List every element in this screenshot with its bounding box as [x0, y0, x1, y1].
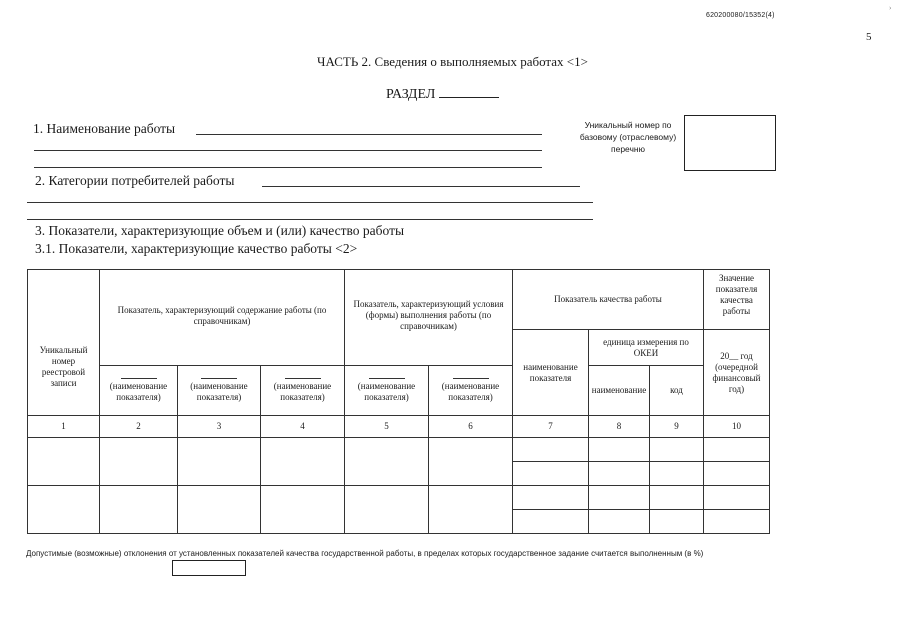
unique-number-box[interactable] — [684, 115, 776, 171]
table-cell[interactable] — [704, 438, 770, 462]
deviation-footnote: Допустимые (возможные) отклонения от установленных показателей качества государственной работы, в пределах которых государственное задание считается выполненным (в %) — [26, 549, 704, 558]
indicators-heading: 3. Показатели, характеризующие объем и (или) качество работы — [35, 223, 405, 238]
value-group-text: Значение показателя качества работы — [715, 273, 758, 316]
table-cell[interactable] — [261, 438, 345, 486]
table-cell[interactable] — [704, 462, 770, 486]
indicator-name-header — [513, 330, 589, 416]
consumers-label: 2. Категории потребителей работы — [35, 173, 235, 188]
col-number: 9 — [650, 416, 704, 438]
quality-group-header — [513, 270, 704, 330]
quality-heading: 3.1. Показатели, характеризующие качество работы <2> — [35, 241, 358, 256]
col-number: 1 — [28, 416, 100, 438]
value-group-header — [704, 270, 770, 330]
table-cell[interactable] — [513, 486, 589, 510]
work-name-label: 1. Наименование работы — [33, 121, 176, 136]
table-cell[interactable] — [345, 438, 429, 486]
quality-group-text: Показатель качества работы — [554, 294, 662, 304]
section-number-blank[interactable] — [439, 84, 499, 98]
unit-code-header — [650, 366, 704, 416]
table-cell[interactable] — [650, 462, 704, 486]
content-group-text: Показатель, характеризующий содержание работы (по справочникам) — [117, 305, 327, 326]
table-cell[interactable] — [589, 462, 650, 486]
table-cell[interactable] — [345, 486, 429, 534]
table-cell[interactable] — [28, 438, 100, 486]
content-sub-3 — [261, 366, 345, 416]
unique-number-label: Уникальный номер по базовому (отраслевому) перечню — [579, 120, 677, 154]
section-label — [386, 84, 499, 103]
conditions-sub-2 — [429, 366, 513, 416]
table-cell[interactable] — [513, 438, 589, 462]
table-cell[interactable] — [650, 510, 704, 534]
unit-code-text: код — [670, 385, 683, 395]
table-cell[interactable] — [28, 486, 100, 534]
table-cell[interactable] — [100, 438, 178, 486]
table-cell[interactable] — [178, 438, 261, 486]
table-cell[interactable] — [650, 438, 704, 462]
consumers-line-3[interactable] — [27, 219, 593, 220]
unit-okei-header — [589, 330, 704, 366]
table-cell[interactable] — [429, 486, 513, 534]
unit-name-header — [589, 366, 650, 416]
conditions-sub-1 — [345, 366, 429, 416]
table-cell[interactable] — [589, 510, 650, 534]
content-group-header — [100, 270, 345, 366]
table-cell[interactable] — [589, 438, 650, 462]
table-cell[interactable] — [178, 486, 261, 534]
conditions-group-text: Показатель, характеризующий условия (формы) выполнения работы (по справочникам) — [353, 299, 504, 331]
table-cell[interactable] — [704, 510, 770, 534]
year-text: 20__ год (очередной финансовый год) — [712, 350, 761, 394]
content-sub-3-text: (наименование показателя) — [273, 381, 332, 402]
content-sub-1 — [100, 366, 178, 416]
col-number: 7 — [513, 416, 589, 438]
table-cell[interactable] — [100, 486, 178, 534]
conditions-group-header — [345, 270, 513, 366]
indicator-name-text: наименование показателя — [523, 361, 578, 383]
col-number: 6 — [429, 416, 513, 438]
col-registry-header — [28, 270, 100, 416]
conditions-sub-2-text: (наименование показателя) — [441, 381, 500, 402]
year-header — [704, 330, 770, 416]
table-cell[interactable] — [429, 438, 513, 486]
work-name-line-1[interactable] — [196, 134, 542, 135]
col-number: 3 — [178, 416, 261, 438]
unit-okei-text: единица измерения по ОКЕИ — [603, 336, 689, 358]
work-name-line-2[interactable] — [34, 150, 542, 151]
content-sub-2-text: (наименование показателя) — [190, 381, 248, 402]
col-number: 8 — [589, 416, 650, 438]
consumers-line-2[interactable] — [27, 202, 593, 203]
page-title: ЧАСТЬ 2. Сведения о выполняемых работах <1> — [317, 54, 588, 69]
corner-mark: › — [889, 4, 892, 12]
col-number: 2 — [100, 416, 178, 438]
consumers-line-1[interactable] — [262, 186, 580, 187]
table-cell[interactable] — [589, 486, 650, 510]
table-cell[interactable] — [513, 510, 589, 534]
table-cell[interactable] — [513, 462, 589, 486]
content-sub-1-text: (наименование показателя) — [109, 381, 168, 402]
col-registry-text: Уникальный номер реестровой записи — [39, 344, 88, 388]
content-sub-2 — [178, 366, 261, 416]
document-number: 620200080/15352(4) — [706, 12, 775, 19]
table-cell[interactable] — [704, 486, 770, 510]
table-cell[interactable] — [650, 486, 704, 510]
page-number: 5 — [866, 31, 872, 43]
col-number: 10 — [704, 416, 770, 438]
col-number: 4 — [261, 416, 345, 438]
work-name-line-3[interactable] — [34, 167, 542, 168]
section-label-text: РАЗДЕЛ — [386, 87, 436, 102]
deviation-percent-box[interactable] — [172, 560, 246, 576]
table-cell[interactable] — [261, 486, 345, 534]
col-number: 5 — [345, 416, 429, 438]
quality-indicators-table — [27, 269, 770, 534]
unit-name-text: наименование — [591, 385, 647, 395]
conditions-sub-1-text: (наименование показателя) — [357, 381, 416, 402]
